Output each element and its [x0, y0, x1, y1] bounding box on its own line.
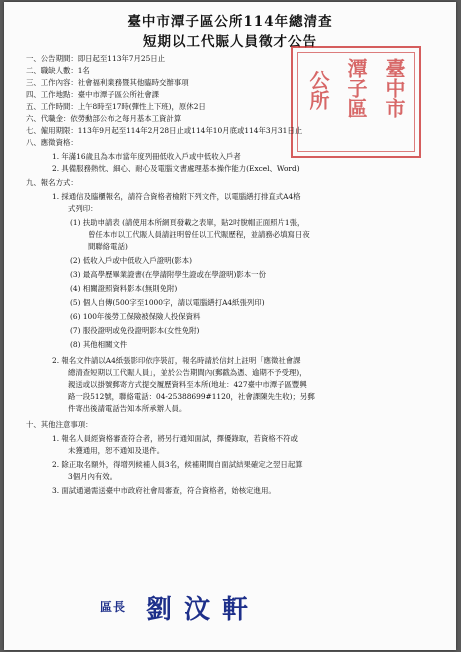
application-2-line-4: 路一段512號，聯絡電話：04-25388699#1120，社會課陳先生收)；另郵	[68, 392, 315, 401]
item-job-content: 三、工作內容：社會福利業務暨其他臨時交辦事項	[26, 78, 189, 87]
document-1-line-3: 間聯絡電話)	[88, 242, 128, 251]
office-seal-stamp: 臺中市 潭子區 公所	[291, 46, 421, 158]
note-1-line-2: 未獲通用，恕不通知及退件。	[68, 446, 165, 455]
item-work-hours: 五、工作時間：上午8時至17時(彈性上下班)，原休2日	[26, 102, 206, 111]
signature-name: 劉汶軒	[146, 595, 261, 625]
item-salary: 六、代職金：依勞動部公布之每月基本工資計算	[26, 114, 182, 123]
document-8: (8) 其他相關文件	[70, 340, 128, 349]
document-2: (2) 低收入戶或中低收入戶證明(影本)	[70, 256, 193, 265]
document-7: (7) 服役證明或免役證明影本(女性免附)	[70, 326, 200, 335]
document-3: (3) 最高學歷畢業證書(在學請附學生證或在學證明)影本一份	[70, 270, 266, 279]
application-2-line-1: 2. 報名文件請以A4紙張影印依序裝訂，報名時請於信封上註明「應徵社會課	[52, 356, 301, 365]
title-line-1: 臺中市潭子區公所114年總清查	[127, 14, 333, 30]
item-vacancy-count: 二、職缺人數：1名	[26, 66, 90, 75]
item-work-location: 四、工作地點：臺中市潭子區公所社會課	[26, 90, 160, 99]
application-2-line-5: 件寄出後請電話告知本所承辦人員。	[68, 404, 187, 413]
section-application-heading: 九、報名方式：	[26, 178, 78, 187]
note-2-line-1: 2. 除正取名額外，得增列候補人員3名，候補期間自面試結果確定之翌日起算	[52, 460, 303, 469]
item-employment-period: 七、僱用期限：113年9月起至114年2月28日止或114年10月底或114年3月31日止	[26, 126, 303, 135]
item-announce-period: 一、公告期間：即日起至113年7月25日止	[26, 54, 166, 63]
signature-title: 區長	[100, 600, 127, 614]
note-2-line-2: 3個月內有效。	[68, 472, 118, 481]
document-4: (4) 相關證照資料影本(無則免附)	[70, 284, 178, 293]
document-5: (5) 個人自傳(500字至1000字，請以電腦繕打A4紙張列印)	[70, 298, 265, 307]
application-2-line-2: 總清查短期以工代賑人員」，並於公告期間內(郵戳為憑、逾期不予受理)，	[68, 368, 307, 377]
document-6: (6) 100年後勞工保險被保險人投保資料	[70, 312, 201, 321]
application-1-line-1: 1. 採通信及臨櫃報名，請符合資格者檢附下列文件，以電腦繕打排直式A4格	[52, 192, 301, 201]
qualification-2: 2. 具備服務熱忱、細心、耐心及電腦文書處理基本操作能力(Excel、Word)	[52, 164, 300, 173]
application-1-line-2: 式列印：	[68, 204, 98, 213]
note-1-line-1: 1. 報名人員經資格審查符合者，將另行通知面試，擇優錄取，若資格不符或	[52, 434, 298, 443]
section-qualifications-heading: 八、應徵資格：	[26, 138, 78, 147]
qualification-1: 1. 年滿16歲且為本市當年度列冊低收入戶或中低收入戶者	[52, 152, 241, 161]
application-2-line-3: 親送或以掛號郵寄方式提交履歷資料至本所(地址：427臺中市潭子區豐興	[68, 380, 307, 389]
title-line-2: 短期以工代賑人員徵才公告	[143, 34, 317, 50]
document-1-line-2: 曾任本市以工代賑人員請註明曾任以工代賑歷程，並請務必填寫日夜	[88, 230, 310, 239]
announcement-page	[4, 2, 456, 650]
note-3: 3. 面試通過需送臺中市政府社會局審查，符合資格者，始核定進用。	[52, 486, 276, 495]
document-1-line-1: (1) 扶助申請表 (請使用本所網頁發載之表單，貼2吋脫帽正面照片1張，	[70, 218, 305, 227]
section-notes-heading: 十、其他注意事項：	[26, 420, 93, 429]
